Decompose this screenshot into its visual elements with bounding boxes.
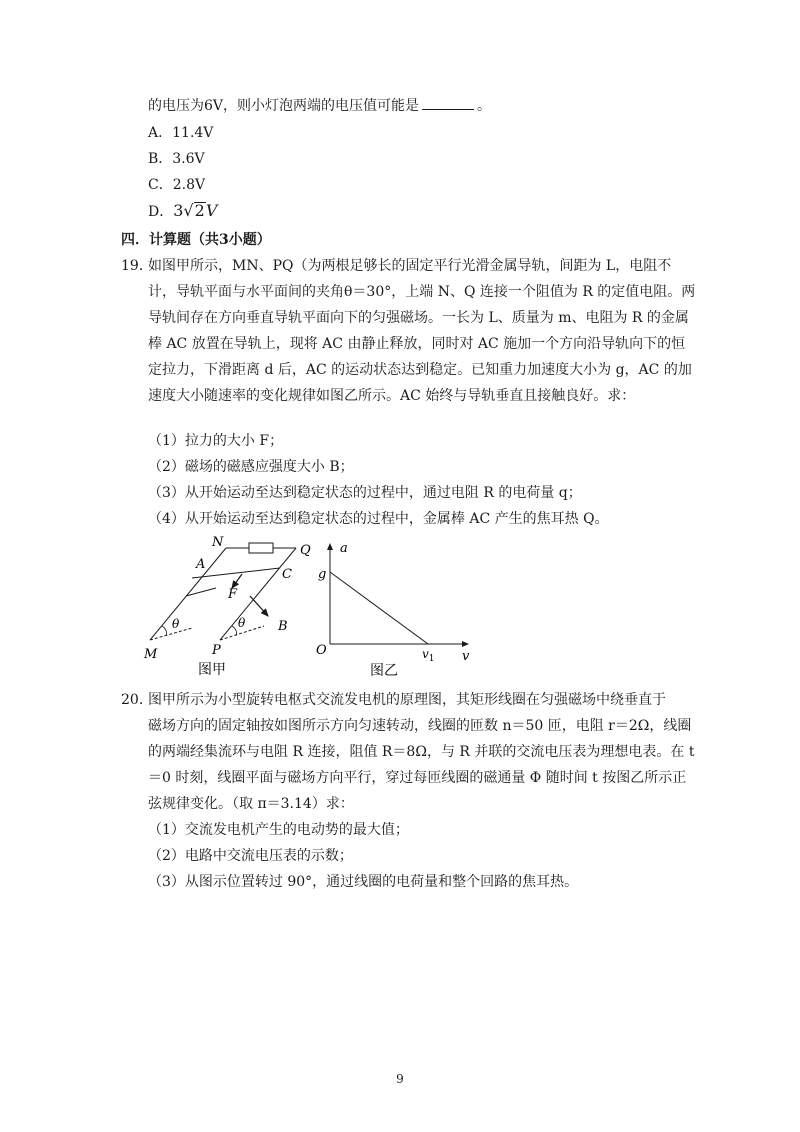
q20-sub-1: （1）交流发电机产生的电动势的最大值； [148, 822, 409, 838]
sqrt-symbol: √ [183, 201, 194, 220]
q19-line-6: 速度大小随速率的变化规律如图乙所示。AC 始终与导轨垂直且接触良好。求： [148, 388, 636, 404]
label-theta-1: θ [172, 617, 180, 631]
rail-mn [150, 548, 226, 640]
option-text: 3.6V [172, 151, 205, 167]
option-coef: 3 [173, 201, 184, 220]
q20-line-2: 磁场方向的固定轴按如图所示方向匀速转动，线圈的匝数 n＝50 匝，电阻 r＝2Ω，线圈 [148, 718, 692, 734]
option-label: C． [148, 177, 173, 193]
option-text: 11.4V [172, 125, 214, 141]
label-theta-2: θ [238, 616, 246, 630]
caption-jia: 图甲 [198, 662, 226, 678]
q19-sub-4: （4）从开始运动至达到稳定状态的过程中，金属棒 AC 产生的焦耳热 Q。 [148, 511, 609, 527]
label-a-axis: a [340, 541, 348, 556]
horizontal-ref-1 [150, 628, 192, 640]
q20-line-1: 图甲所示为小型旋转电枢式交流发电机的原理图，其矩形线圈在匀强磁场中绕垂直于 [148, 692, 666, 708]
angle-arc-1 [162, 626, 167, 636]
figure-jia [140, 530, 320, 680]
option-label: D． [148, 204, 174, 220]
field-arrow [250, 596, 268, 616]
q20-line-4: ＝0 时刻，线圈平面与磁场方向平行，穿过每匝线圈的磁通量 Φ 随时间 t 按图乙所示正 [148, 770, 687, 786]
q20-sub-3: （3）从图示位置转过 90°，通过线圈的电荷量和整个回路的焦耳热。 [148, 874, 579, 890]
option-label: B． [148, 151, 173, 167]
option-label: A． [148, 125, 173, 141]
label-b: B [278, 619, 288, 634]
q18-stem-tail [148, 96, 491, 116]
answer-blank [422, 96, 474, 110]
figure-yi [312, 536, 482, 680]
label-v1: $v_1$ [422, 647, 435, 664]
q19-number: 19． [121, 258, 153, 274]
label-m: M [144, 647, 158, 662]
label-q: Q [300, 543, 311, 558]
q19-line-2: 计，导轨平面与水平面间的夹角θ＝30°，上端 N、Q 连接一个阻值为 R 的定值电阻。两 [148, 284, 696, 300]
label-n: N [212, 535, 224, 550]
q19-sub-3: （3）从开始运动至达到稳定状态的过程中，通过电阻 R 的电荷量 q； [148, 485, 582, 501]
force-arrow [232, 574, 242, 588]
section-heading: 四．计算题（共3小题） [121, 232, 271, 248]
caption-yi: 图乙 [370, 663, 398, 679]
q19-line-1: 如图甲所示，MN、PQ（为两根足够长的固定平行光滑金属导轨，间距为 L，电阻不 [148, 258, 672, 274]
label-v-axis: v [462, 649, 470, 664]
q19-sub-1: （1）拉力的大小 F； [148, 433, 284, 449]
label-c: C [282, 567, 292, 582]
rod-tick [186, 588, 216, 596]
q18-option-c [148, 175, 205, 195]
a-v-line [330, 572, 428, 644]
page-number: 9 [396, 1072, 404, 1086]
sqrt-radicand: 2 [194, 201, 205, 220]
q18-option-b [148, 149, 205, 169]
q20-line-3: 的两端经集流环与电阻 R 连接，阻值 R＝8Ω，与 R 并联的交流电压表为理想电表。在 t [148, 744, 695, 760]
q18-stem-text: 的电压为6V，则小灯泡两端的电压值可能是 [148, 98, 420, 114]
q19-line-3: 导轨间存在方向垂直导轨平面向下的匀强磁场。一长为 L、质量为 m、电阻为 R 的金属 [148, 310, 689, 326]
q20-number: 20． [121, 692, 153, 708]
q20-line-5: 弦规律变化。（取 π＝3.14）求： [148, 796, 354, 812]
q18-stem-end: 。 [477, 98, 492, 114]
q20-sub-2: （2）电路中交流电压表的示数； [148, 848, 353, 864]
q19-line-5: 定拉力，下滑距离 d 后，AC 的运动状态达到稳定。已知重力加速度大小为 g，AC 的加 [148, 362, 692, 378]
q18-option-a [148, 123, 213, 143]
label-f: F [228, 587, 238, 602]
resistor [249, 543, 273, 553]
label-p: P [212, 643, 221, 658]
label-a: A [196, 557, 206, 572]
q19-line-4: 棒 AC 放置在导轨上，现将 AC 由静止释放，同时对 AC 施加一个方向沿导轨向下的恒 [148, 336, 686, 352]
q18-option-d [148, 201, 217, 222]
q19-sub-2: （2）磁场的磁感应强度大小 B； [148, 459, 354, 475]
label-origin: O [316, 643, 327, 658]
option-text: 2.8V [172, 177, 206, 193]
option-unit: V [205, 201, 218, 220]
label-g: g [318, 567, 327, 582]
